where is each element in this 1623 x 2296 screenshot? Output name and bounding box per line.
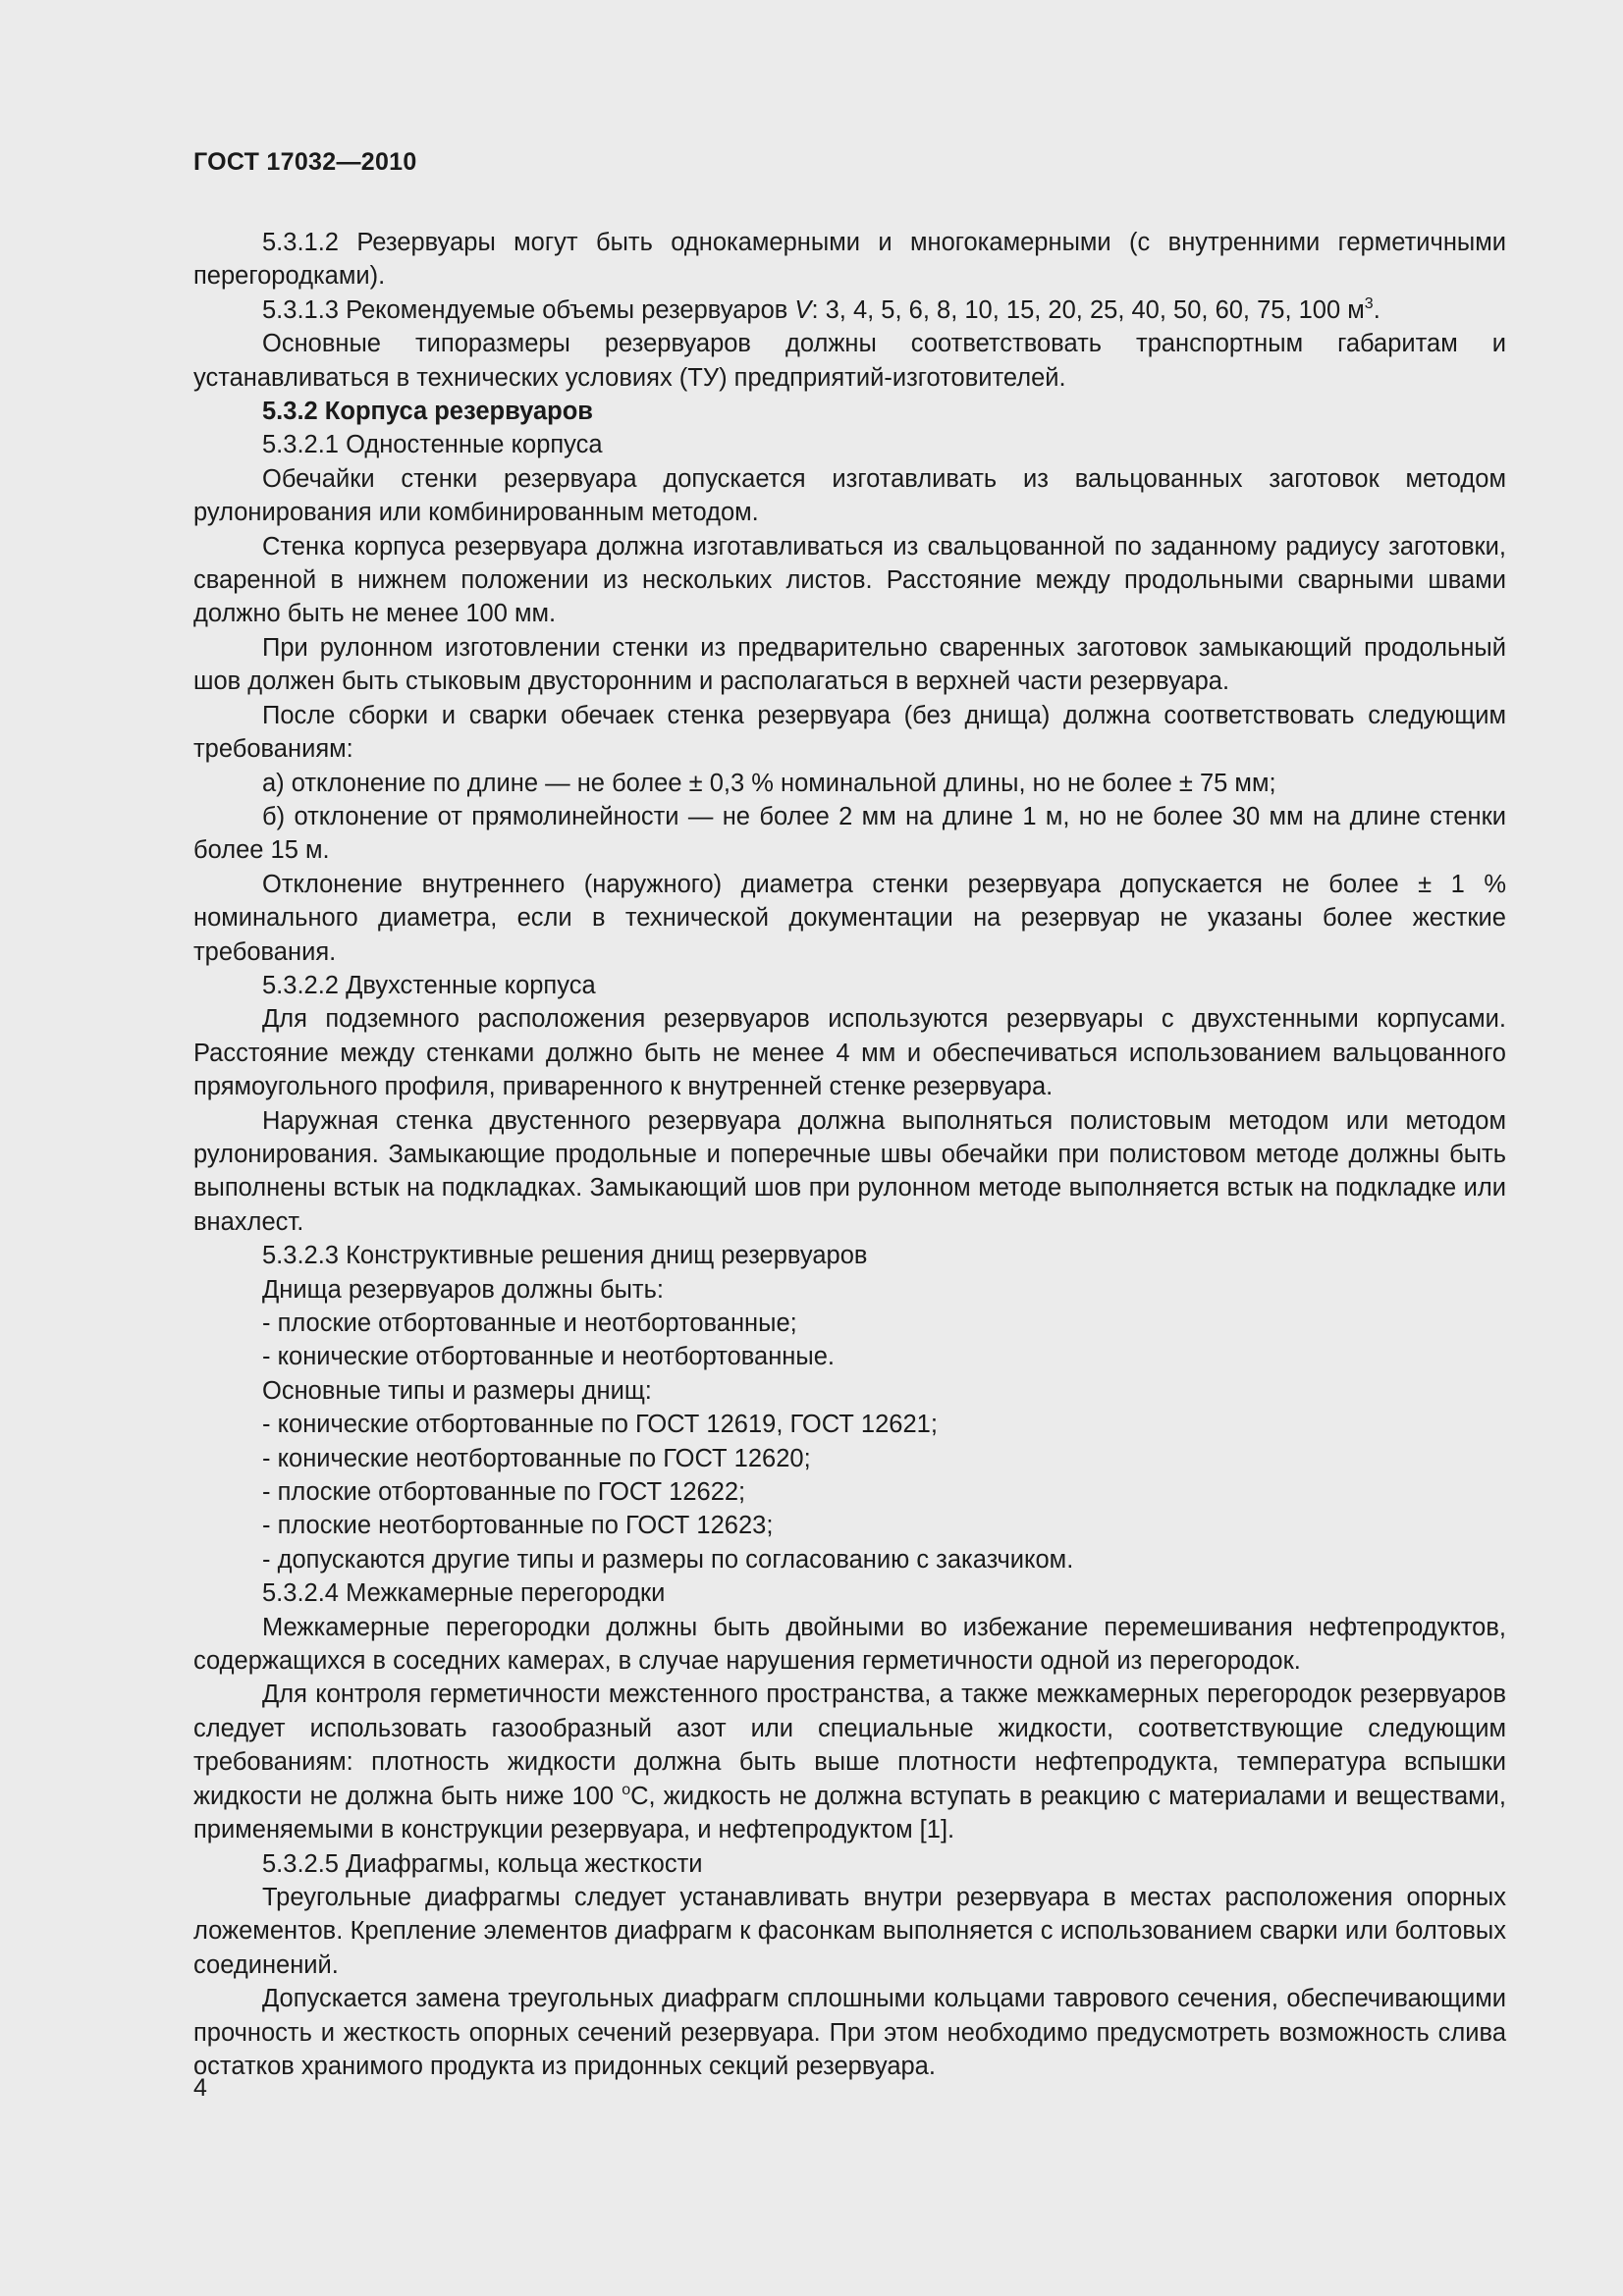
paragraph: Днища резервуаров должны быть: — [262, 1275, 664, 1304]
degree-sign: о — [622, 1781, 631, 1798]
paragraph: После сборки и сварки обечаек стенка резервуара (без днища) должна соответствовать следующим требованиям: — [193, 701, 1506, 764]
cubic-exponent: 3 — [1364, 294, 1374, 312]
paragraph-part: С, жидкость не должна вступать в реакцию с материалами и веществами, применяемыми в конструкции резервуара, и нефтепродуктом [1]. — [193, 1782, 1506, 1844]
paragraph: Основные типы и размеры днищ: — [262, 1376, 652, 1405]
clause-5-3-1-3-prefix: 5.3.1.3 Рекомендуемые объемы резервуаров — [262, 295, 795, 324]
list-item: - плоские отбортованные и неотбортованные; — [262, 1309, 797, 1337]
paragraph: При рулонном изготовлении стенки из предварительно сваренных заготовок замыкающий продольный шов должен быть стыковым двусторонним и располагаться в верхней части резервуара. — [193, 633, 1506, 696]
list-item: - конические отбортованные по ГОСТ 12619, ГОСТ 12621; — [262, 1411, 938, 1439]
subsection-heading-5-3-2-3: 5.3.2.3 Конструктивные решения днищ резервуаров — [262, 1242, 868, 1270]
paragraph: Основные типоразмеры резервуаров должны соответствовать транспортным габаритам и устанавливаться в технических условиях (ТУ) предприятий-изготовителей. — [193, 330, 1506, 392]
volume-values: : 3, 4, 5, 6, 8, 10, 15, 20, 25, 40, 50, 60, 75, 100 м — [811, 295, 1365, 324]
paragraph: Для подземного расположения резервуаров используются резервуары с двухстенными корпусами. Расстояние между стенками должно быть не менее 4 мм и обеспечиваться использованием вальцованного прямоугольного профиля, приваренного к внутренней стенке резервуара. — [193, 1005, 1506, 1101]
paragraph-part: Для контроля герметичности межстенного пространства, а также межкамерных перегородок резервуаров следует использовать газообразный азот или специальные жидкости, соответствующие следующим требованиям: плотность жидкости должна быть выше плотности нефтепродукта, температура вспышки жидкости не должна быть ниже 100 — [193, 1681, 1506, 1810]
document-code-header: ГОСТ 17032—2010 — [193, 148, 417, 176]
subsection-heading-5-3-2-4: 5.3.2.4 Межкамерные перегородки — [262, 1579, 666, 1608]
list-item: а) отклонение по длине — не более ± 0,3 % номинальной длины, но не более ± 75 мм; — [262, 769, 1276, 797]
paragraph: Отклонение внутреннего (наружного) диаметра стенки резервуара допускается не более ± 1 % номинального диаметра, если в технической документации на резервуар не указаны более жесткие требования. — [193, 870, 1506, 966]
subsection-heading-5-3-2-5: 5.3.2.5 Диафрагмы, кольца жесткости — [262, 1849, 703, 1878]
paragraph: Обечайки стенки резервуара допускается изготавливать из вальцованных заготовок методом рулонирования или комбинированным методом. — [193, 464, 1506, 527]
list-item: - допускаются другие типы и размеры по согласованию с заказчиком. — [262, 1545, 1074, 1574]
paragraph: Наружная стенка двустенного резервуара должна выполняться полистовым методом или методом рулонирования. Замыкающие продольные и поперечные швы обечайки при полистовом методе должны быть выполнены встык на подкладках. Замыкающий шов при рулонном методе выполняется встык на подкладке или внахлест. — [193, 1106, 1506, 1236]
document-body — [193, 226, 1506, 2083]
subsection-heading-5-3-2-1: 5.3.2.1 Одностенные корпуса — [262, 431, 603, 459]
paragraph: Межкамерные перегородки должны быть двойными во избежание перемешивания нефтепродуктов, содержащихся в соседних камерах, в случае нарушения герметичности одной из перегородок. — [193, 1613, 1506, 1676]
list-item: - конические отбортованные и неотбортованные. — [262, 1343, 835, 1371]
subsection-heading-5-3-2-2: 5.3.2.2 Двухстенные корпуса — [262, 971, 596, 999]
volume-symbol: V — [794, 295, 812, 324]
paragraph: Допускается замена треугольных диафрагм сплошными кольцами таврового сечения, обеспечивающими прочность и жесткость опорных сечений резервуара. При этом необходимо предусмотреть возможность слива остатков хранимого продукта из придонных секций резервуара. — [193, 1985, 1506, 2080]
list-item: б) отклонение от прямолинейности — не более 2 мм на длине 1 м, но не более 30 мм на длине стенки более 15 м. — [193, 802, 1506, 865]
section-heading-5-3-2: 5.3.2 Корпуса резервуаров — [262, 398, 593, 426]
list-item: - плоские отбортованные по ГОСТ 12622; — [262, 1478, 746, 1507]
list-item: - конические неотбортованные по ГОСТ 12620; — [262, 1444, 811, 1472]
list-item: - плоские неотбортованные по ГОСТ 12623; — [262, 1512, 774, 1540]
page-number: 4 — [193, 2074, 207, 2102]
paragraph: Треугольные диафрагмы следует устанавливать внутри резервуара в местах расположения опорных ложементов. Крепление элементов диафрагм к фасонкам выполняется с использованием сварки или болтовых соединений. — [193, 1883, 1506, 1979]
clause-5-3-1-2: 5.3.1.2 Резервуары могут быть однокамерными и многокамерными (с внутренними герметичными перегородками). — [193, 229, 1506, 291]
paragraph: Стенка корпуса резервуара должна изготавливаться из свальцованной по заданному радиусу заготовки, сваренной в нижнем положении из нескольких листов. Расстояние между продольными сварными швами должно быть не менее 100 мм. — [193, 532, 1506, 628]
paragraph — [193, 1678, 1506, 1846]
clause-5-3-1-3-end: . — [1373, 295, 1380, 324]
clause-5-3-1-3 — [193, 294, 1506, 327]
